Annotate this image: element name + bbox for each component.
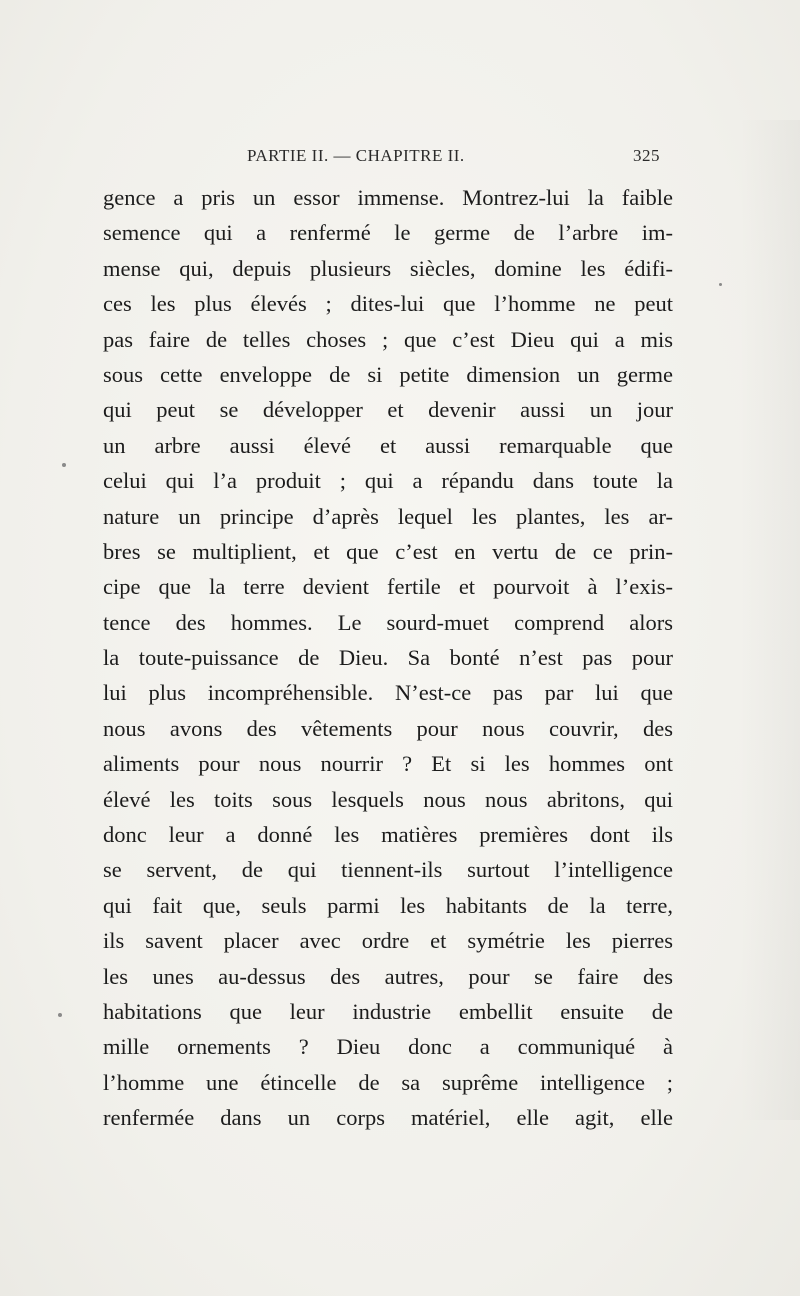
text-line: gence a pris un essor immense. Montrez-lui la faible [103, 185, 673, 210]
text-line: aliments pour nous nourrir ? Et si les hommes ont [103, 751, 673, 777]
body-text [103, 180, 673, 1136]
running-title: PARTIE II. — CHAPITRE II. [247, 146, 465, 165]
text-line: bres se multiplient, et que c’est en vertu de ce prin- [103, 538, 673, 564]
text-line: ils savent placer avec ordre et symétrie les pierres [103, 928, 673, 954]
text-line: nature un principe d’après lequel les plantes, les ar- [103, 503, 673, 529]
text-line: cipe que la terre devient fertile et pourvoit à l’exis- [103, 574, 673, 600]
text-line: tence des hommes. Le sourd-muet comprend alors [103, 609, 673, 635]
page-number: 325 [633, 146, 660, 165]
text-line: ces les plus élevés ; dites-lui que l’homme ne peut [103, 291, 673, 317]
text-line: mense qui, depuis plusieurs siècles, domine les édifi- [103, 255, 673, 281]
text-line: nous avons des vêtements pour nous couvrir, des [103, 715, 673, 741]
text-line: sous cette enveloppe de si petite dimension un germe [103, 361, 673, 387]
text-line: se servent, de qui tiennent-ils surtout l’intelligence [103, 857, 673, 883]
text-line: qui fait que, seuls parmi les habitants de la terre, [103, 892, 673, 918]
text-line: élevé les toits sous lesquels nous nous abritons, qui [103, 786, 673, 812]
paper-speck [58, 1013, 62, 1017]
page-header [247, 146, 687, 170]
text-line: qui peut se développer et devenir aussi un jour [103, 397, 673, 423]
text-line: la toute-puissance de Dieu. Sa bonté n’est pas pour [103, 645, 673, 671]
text-line: un arbre aussi élevé et aussi remarquable que [103, 432, 673, 458]
text-line: renfermée dans un corps matériel, elle agit, elle [103, 1105, 673, 1131]
text-line: l’homme une étincelle de sa suprême intelligence ; [103, 1069, 673, 1095]
text-line: habitations que leur industrie embellit ensuite de [103, 998, 673, 1024]
text-line: semence qui a renfermé le germe de l’arbre im- [103, 220, 673, 246]
paper-speck [719, 283, 722, 286]
text-line: donc leur a donné les matières premières dont ils [103, 822, 673, 848]
show-through-shadow [740, 120, 800, 1120]
text-line: lui plus incompréhensible. N’est-ce pas par lui que [103, 680, 673, 706]
paper-speck [62, 463, 66, 467]
text-line: les unes au-dessus des autres, pour se faire des [103, 963, 673, 989]
text-line: pas faire de telles choses ; que c’est Dieu qui a mis [103, 326, 673, 352]
text-line: mille ornements ? Dieu donc a communiqué à [103, 1034, 673, 1060]
text-line: celui qui l’a produit ; qui a répandu dans toute la [103, 468, 673, 494]
